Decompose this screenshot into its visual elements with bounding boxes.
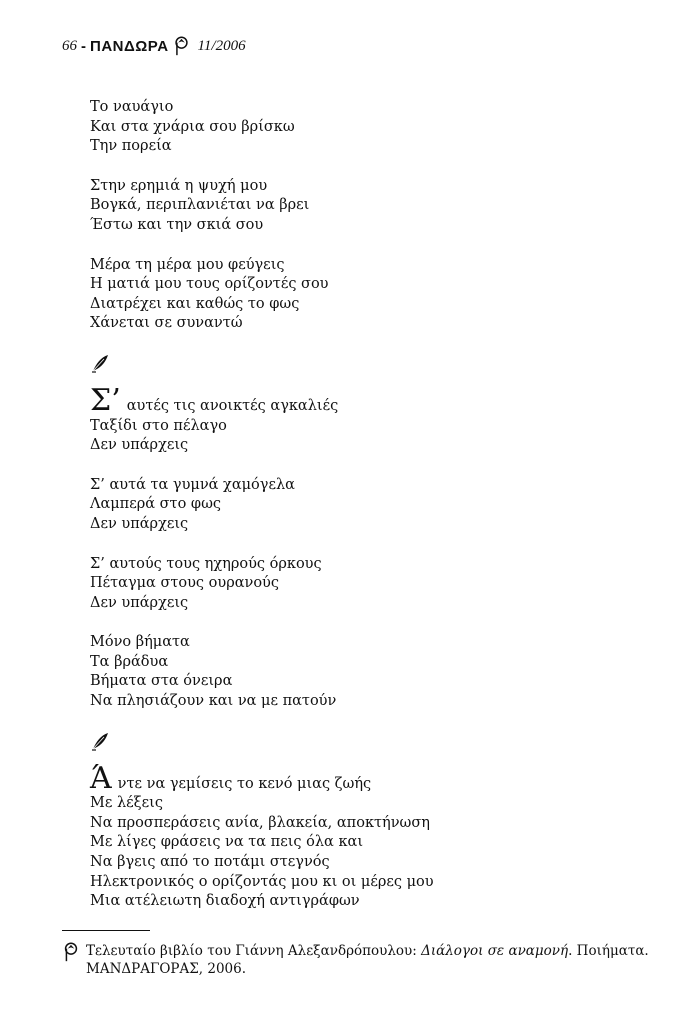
poem-line: Τα βράδυα [90, 653, 169, 670]
pandora-logo-icon [62, 942, 80, 962]
poem-line: Με λέξεις [90, 795, 163, 812]
page-number: 66 [62, 37, 77, 54]
magazine-title: ΠΑΝΔΩΡΑ [90, 37, 169, 55]
poem-line: Μόνο βήματα [90, 634, 190, 651]
poem-line: Δεν υπάρχεις [90, 437, 189, 454]
dropcap-line [90, 382, 550, 418]
poem-body [90, 98, 550, 932]
poem-line: Στην ερημιά η ψυχή μου [90, 177, 268, 194]
leaf-ornament-icon [90, 352, 112, 374]
poem-line: Ηλεκτρονικός ο ορίζοντάς μου κι οι μέρες μου [90, 873, 434, 890]
footnote-publisher: ΜΑΝΔΡΑΓΟΡΑΣ, 2006. [86, 961, 247, 977]
poem-line: Η ματιά μου τους ορίζοντές σου [90, 276, 329, 293]
stanza-4 [90, 382, 550, 456]
footnote-text [86, 942, 649, 978]
poem-line: Να βγεις από το ποτάμι στεγνός [90, 854, 330, 871]
poem-line: Ταξίδι στο πέλαγο [90, 417, 227, 434]
poem-line: ντε να γεμίσεις το κενό μιας ζωής [117, 775, 372, 792]
stanza-8 [90, 760, 550, 912]
poem-line: Σ’ αυτά τα γυμνά χαμόγελα [90, 476, 295, 493]
stanza-2 [90, 177, 550, 236]
poem-line: Να προσπεράσεις ανία, βλακεία, αποκτήνωση [90, 814, 430, 831]
page-header [62, 36, 246, 56]
dropcap: Σ’ [90, 382, 121, 418]
poem-line: Πέταγμα στους ουρανούς [90, 575, 279, 592]
issue-label: 11/2006 [197, 37, 246, 54]
poem-line: Την πορεία [90, 138, 172, 155]
header-dash: - [81, 37, 86, 55]
poem-line: Λαμπερά στο φως [90, 496, 222, 513]
leaf-ornament-icon [90, 730, 112, 752]
footnote [62, 942, 662, 978]
poem-line: Δεν υπάρχεις [90, 594, 189, 611]
poem-line: αυτές τις ανοικτές αγκαλιές [126, 397, 339, 414]
poem-line: Χάνεται σε συναντώ [90, 315, 243, 332]
stanza-7 [90, 633, 550, 711]
poem-line: Και στα χνάρια σου βρίσκω [90, 118, 295, 135]
poem-line: Το ναυάγιο [90, 99, 174, 115]
footnote-suffix: . Ποιήματα. [568, 943, 649, 959]
footnote-prefix: Τελευταίο βιβλίο του Γιάννη Αλεξανδρόπουλου: [86, 943, 422, 959]
pandora-logo-icon [173, 36, 190, 56]
poem-line: Σ’ αυτούς τους ηχηρούς όρκους [90, 555, 322, 572]
stanza-3 [90, 256, 550, 334]
poem-line: Διατρέχει και καθώς το φως [90, 295, 300, 312]
dropcap-line [90, 760, 550, 796]
poem-line: Δεν υπάρχεις [90, 515, 189, 532]
poem-line: Να πλησιάζουν και να με πατούν [90, 693, 337, 710]
stanza-6 [90, 555, 550, 614]
footnote-divider [62, 930, 150, 931]
stanza-1 [90, 98, 550, 157]
poem-line: Μια ατέλειωτη διαδοχή αντιγράφων [90, 893, 360, 910]
poem-line: Με λίγες φράσεις να τα πεις όλα και [90, 834, 364, 851]
poem-line: Μέρα τη μέρα μου φεύγεις [90, 256, 285, 273]
poem-line: Βογκά, περιπλανιέται να βρει [90, 197, 310, 214]
footnote-book-title: Διάλογοι σε αναμονή [421, 943, 569, 959]
stanza-5 [90, 476, 550, 535]
poem-line: Έστω και την σκιά σου [90, 216, 264, 233]
poem-line: Βήματα στα όνειρα [90, 673, 233, 690]
dropcap: Ά [90, 760, 112, 796]
